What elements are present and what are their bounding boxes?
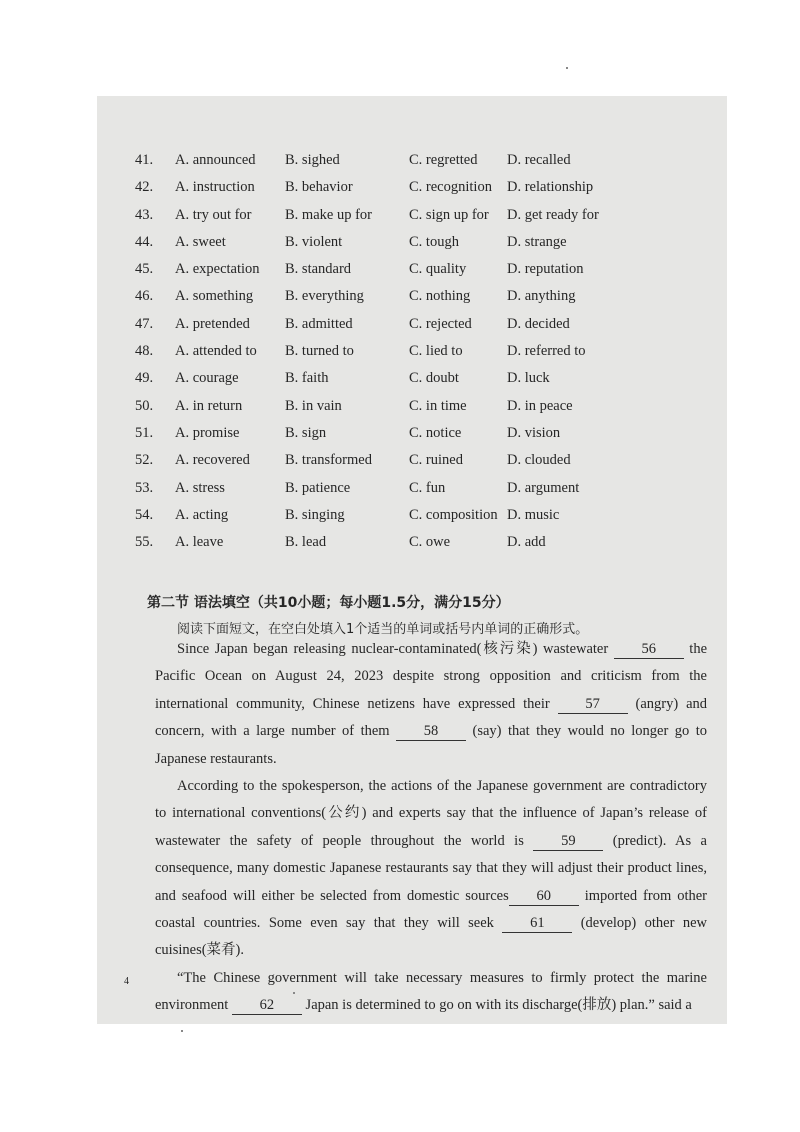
option-row: 46. A. something B. everything C. nothing D. anything <box>135 288 576 305</box>
option-row: 42. A. instruction B. behavior C. recognition D. relationship <box>135 179 594 196</box>
option-row: 44. A. sweet B. violent C. tough D. strange <box>135 233 567 250</box>
option-row: 50. A. in return B. in vain C. in time D. in peace <box>135 397 573 414</box>
grammar-passage <box>155 636 707 1020</box>
option-row: 43. A. try out for B. make up for C. sign up for D. get ready for <box>135 206 599 223</box>
blank-58[interactable]: 58 <box>396 722 466 741</box>
paragraph: According to the spokesperson, the actions of the Japanese government are contradictory to international conventions(公约) and experts say that the influence of Japan’s release of wastewater the safety of people throughout the world is 59 (predict). As a consequence, many domestic Japanese restaurants say that they will adjust their product lines, and seafood will either be selected from domestic sources 60 imported from other coastal countries. Some even say that they will seek 61 (develop) other new cuisines(菜肴). <box>155 778 707 959</box>
option-row: 47. A. pretended B. admitted C. rejected D. decided <box>135 315 570 332</box>
section-instruction: 阅读下面短文，在空白处填入1个适当的单词或括号内单词的正确形式。 <box>177 622 589 637</box>
cloze-options <box>135 148 715 557</box>
paragraph: “The Chinese government will take necessary measures to firmly protect the marine environment 62 Japan is determined to go on with its discharge(排放) plan.” said a <box>155 969 707 1014</box>
page-number: 4 <box>124 976 129 987</box>
option-row: 49. A. courage B. faith C. doubt D. luck <box>135 370 550 387</box>
option-row: 53. A. stress B. patience C. fun D. argument <box>135 479 580 496</box>
paragraph: Since Japan began releasing nuclear-contaminated(核污染) wastewater 56 the Pacific Ocean on August 24, 2023 despite strong opposition and criticism from the international community, Chinese netizens have expressed their 57 (angry) and concern, with a large number of them 58 (say) that they would no longer go to Japanese restaurants. <box>155 641 708 767</box>
blank-59[interactable]: 59 <box>533 832 603 851</box>
option-row: 51. A. promise B. sign C. notice D. vision <box>135 424 561 441</box>
option-row: 48. A. attended to B. turned to C. lied to D. referred to <box>135 343 586 360</box>
blank-57[interactable]: 57 <box>558 695 628 714</box>
option-row: 55. A. leave B. lead C. owe D. add <box>135 534 546 551</box>
option-row: 41. A. announced B. sighed C. regretted D. recalled <box>135 152 571 168</box>
blank-62[interactable]: 62 <box>232 996 302 1015</box>
option-row: 45. A. expectation B. standard C. quality D. reputation <box>135 261 584 278</box>
blank-56[interactable]: 56 <box>614 640 684 659</box>
blank-60[interactable]: 60 <box>509 887 579 906</box>
exam-page <box>97 96 727 1024</box>
option-row: 52. A. recovered B. transformed C. ruined D. clouded <box>135 452 571 469</box>
section-title: 第二节 语法填空（共10小题；每小题1.5分，满分15分） <box>147 595 510 611</box>
blank-61[interactable]: 61 <box>502 914 572 933</box>
option-row: 54. A. acting B. singing C. composition D. music <box>135 506 560 523</box>
